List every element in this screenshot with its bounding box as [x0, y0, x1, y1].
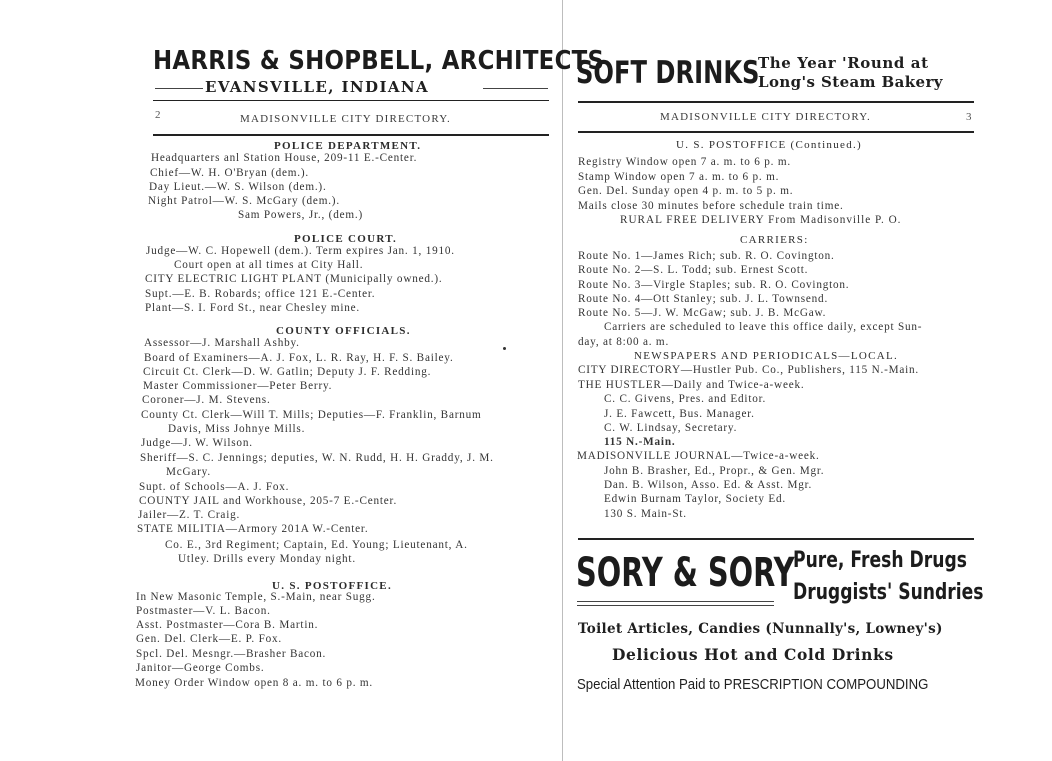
text-line: Chief—W. H. O'Bryan (dem.). — [150, 167, 309, 179]
text-line: Postmaster—V. L. Bacon. — [136, 605, 271, 617]
ad-dash-right — [483, 88, 548, 89]
ad-top-rule — [578, 538, 974, 540]
soft-drinks-ad-title: SOFT DRINKS — [576, 55, 760, 91]
carrier-route: Route No. 5—J. W. McGaw; sub. J. B. McGaw. — [578, 307, 827, 319]
page-gutter — [562, 0, 563, 761]
architects-ad-title: HARRIS & SHOPBELL, ARCHITECTS — [153, 46, 605, 76]
sory-tagline-1: Pure, Fresh Drugs — [793, 548, 967, 573]
carriers-heading: CARRIERS: — [740, 234, 809, 246]
running-head-rule — [578, 131, 974, 133]
text-line: COUNTY JAIL and Workhouse, 205-7 E.-Center. — [139, 495, 398, 507]
sory-ad-line-1: Toilet Articles, Candies (Nunnally's, Lowney's) — [578, 621, 943, 637]
text-line: Janitor—George Combs. — [136, 662, 265, 674]
text-line: CITY DIRECTORY—Hustler Pub. Co., Publishers, 115 N.-Main. — [578, 364, 920, 376]
ad-dash-left — [155, 88, 203, 89]
text-line: Plant—S. I. Ford St., near Chesley mine. — [145, 302, 361, 314]
running-head: MADISONVILLE CITY DIRECTORY. — [660, 111, 871, 123]
sory-tagline-2: Druggists' Sundries — [793, 580, 984, 605]
carrier-route: Route No. 2—S. L. Todd; sub. Ernest Scott. — [578, 264, 809, 276]
text-line: Sheriff—S. C. Jennings; deputies, W. N. Rudd, H. H. Graddy, J. M. — [140, 452, 494, 464]
page-number: 3 — [966, 111, 972, 123]
ad-title-underline — [577, 601, 774, 602]
text-line: Court open at all times at City Hall. — [174, 259, 364, 271]
page-number: 2 — [155, 109, 161, 121]
text-line: Circuit Ct. Clerk—D. W. Gatlin; Deputy J. F. Redding. — [143, 366, 432, 378]
ad-title-underline — [577, 605, 774, 606]
text-line: THE HUSTLER—Daily and Twice-a-week. — [578, 379, 805, 391]
text-line: John B. Brasher, Ed., Propr., & Gen. Mgr. — [604, 465, 825, 477]
carrier-route: Route No. 3—Virgle Staples; sub. R. O. Covington. — [578, 279, 850, 291]
text-line: McGary. — [166, 466, 211, 478]
text-line: Mails close 30 minutes before schedule train time. — [578, 200, 844, 212]
newspapers-heading: NEWSPAPERS AND PERIODICALS—LOCAL. — [634, 350, 899, 362]
text-line: Assessor—J. Marshall Ashby. — [144, 337, 300, 349]
text-line: County Ct. Clerk—Will T. Mills; Deputies—F. Franklin, Barnum — [141, 409, 482, 421]
text-line: Davis, Miss Johnye Mills. — [168, 423, 306, 435]
text-line: Board of Examiners—A. J. Fox, L. R. Ray, H. F. S. Bailey. — [144, 352, 454, 364]
section-heading-police-department: POLICE DEPARTMENT. — [274, 140, 422, 152]
soft-drinks-tagline-2: Long's Steam Bakery — [758, 73, 943, 91]
text-line: STATE MILITIA—Armory 201A W.-Center. — [137, 523, 369, 535]
text-line: Asst. Postmaster—Cora B. Martin. — [136, 619, 319, 631]
text-line: Judge—J. W. Wilson. — [141, 437, 253, 449]
text-line: Utley. Drills every Monday night. — [178, 553, 356, 565]
text-line: day, at 8:00 a. m. — [578, 336, 670, 348]
section-heading-county-officials: COUNTY OFFICIALS. — [276, 325, 411, 337]
text-line: Supt. of Schools—A. J. Fox. — [139, 481, 290, 493]
sory-ad-line-3: Special Attention Paid to PRESCRIPTION COMPOUNDING — [577, 676, 929, 693]
sory-ad-title: SORY & SORY — [576, 550, 795, 596]
section-heading-postoffice-continued: U. S. POSTOFFICE (Continued.) — [676, 139, 863, 151]
text-line: Carriers are scheduled to leave this office daily, except Sun- — [604, 321, 923, 333]
running-head-rule — [153, 134, 549, 136]
text-line: In New Masonic Temple, S.-Main, near Sugg. — [136, 591, 376, 603]
rfd-heading: RURAL FREE DELIVERY From Madisonville P. O. — [620, 214, 902, 226]
soft-drinks-tagline-1: The Year 'Round at — [758, 54, 929, 72]
header-rule — [578, 101, 974, 103]
text-line: MADISONVILLE JOURNAL—Twice-a-week. — [577, 450, 820, 462]
text-line: Co. E., 3rd Regiment; Captain, Ed. Young; Lieutenant, A. — [165, 539, 468, 551]
text-line: 130 S. Main-St. — [604, 508, 687, 520]
header-rule — [153, 100, 549, 101]
text-line: 115 N.-Main. — [604, 436, 676, 448]
text-line: Jailer—Z. T. Craig. — [138, 509, 241, 521]
text-line: Judge—W. C. Hopewell (dem.). Term expires Jan. 1, 1910. — [146, 245, 455, 257]
text-line: C. W. Lindsay, Secretary. — [604, 422, 738, 434]
text-line: Dan. B. Wilson, Asso. Ed. & Asst. Mgr. — [604, 479, 813, 491]
text-line: Gen. Del. Clerk—E. P. Fox. — [136, 633, 283, 645]
text-line: Supt.—E. B. Robards; office 121 E.-Center. — [145, 288, 376, 300]
sory-ad-line-2: Delicious Hot and Cold Drinks — [612, 645, 894, 664]
text-line: C. C. Givens, Pres. and Editor. — [604, 393, 767, 405]
text-line: Edwin Burnam Taylor, Society Ed. — [604, 493, 787, 505]
text-line: CITY ELECTRIC LIGHT PLANT (Municipally owned.). — [145, 273, 443, 285]
text-line: Night Patrol—W. S. McGary (dem.). — [148, 195, 340, 207]
carrier-route: Route No. 4—Ott Stanley; sub. J. L. Townsend. — [578, 293, 829, 305]
architects-ad-subtitle: EVANSVILLE, INDIANA — [205, 78, 430, 96]
text-line: Gen. Del. Sunday open 4 p. m. to 5 p. m. — [578, 185, 794, 197]
text-line: J. E. Fawcett, Bus. Manager. — [604, 408, 755, 420]
text-line: Spcl. Del. Mesngr.—Brasher Bacon. — [136, 648, 327, 660]
text-line: Headquarters anl Station House, 209-11 E.-Center. — [151, 152, 418, 164]
text-line: Stamp Window open 7 a. m. to 6 p. m. — [578, 171, 780, 183]
carrier-route: Route No. 1—James Rich; sub. R. O. Covington. — [578, 250, 835, 262]
text-line: Sam Powers, Jr., (dem.) — [238, 209, 363, 221]
text-line: Registry Window open 7 a. m. to 6 p. m. — [578, 156, 791, 168]
text-line: Money Order Window open 8 a. m. to 6 p. m. — [135, 677, 374, 689]
running-head: MADISONVILLE CITY DIRECTORY. — [240, 113, 451, 125]
text-line: Day Lieut.—W. S. Wilson (dem.). — [149, 181, 327, 193]
ink-speck — [503, 347, 506, 350]
section-heading-us-postoffice: U. S. POSTOFFICE. — [272, 580, 392, 592]
text-line: Coroner—J. M. Stevens. — [142, 394, 271, 406]
text-line: Master Commissioner—Peter Berry. — [143, 380, 333, 392]
section-heading-police-court: POLICE COURT. — [294, 233, 398, 245]
